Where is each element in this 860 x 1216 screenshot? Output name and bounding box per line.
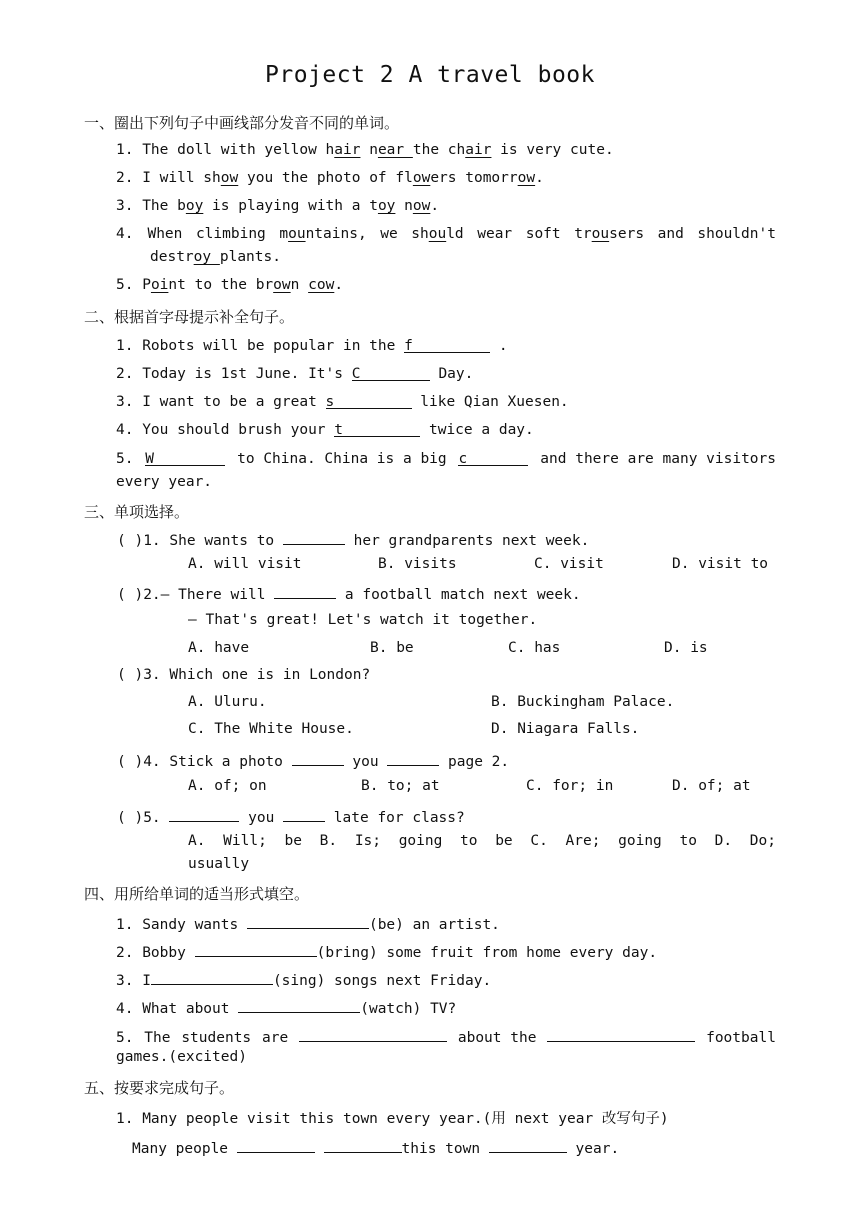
s3-q2-option-a: A. have: [188, 640, 250, 656]
s3-q2-option-b: B. be: [370, 640, 414, 656]
answer-blank[interactable]: s: [326, 394, 412, 409]
s3-q5-option-word: going: [618, 833, 662, 849]
s4-question-1: 1. Sandy wants (be) an artist.: [116, 914, 500, 933]
answer-parenthesis[interactable]: ( ): [117, 587, 144, 603]
answer-blank[interactable]: [283, 530, 345, 545]
s3-q3-option-c: C. The White House.: [188, 721, 354, 737]
answer-parenthesis[interactable]: ( ): [117, 754, 144, 770]
s3-q5-option-word: to: [460, 833, 478, 849]
s3-question-2: ( )2.— There will a football match next week.: [117, 584, 581, 603]
s4-question-3: 3. I (sing) songs next Friday.: [116, 970, 491, 989]
s1-q4-word: mountains,: [279, 226, 367, 242]
s3-q5-option-word: to: [679, 833, 697, 849]
answer-blank[interactable]: [274, 584, 336, 599]
s1-q4-word: shouldn't: [697, 226, 776, 242]
answer-blank[interactable]: [387, 751, 439, 766]
answer-blank[interactable]: C: [352, 366, 430, 381]
s3-q4-option-c: C. for; in: [526, 778, 614, 794]
s1-question-4-line-2: destroy plants.: [150, 249, 281, 265]
s3-q5-options-cont: usually: [188, 856, 250, 872]
s1-q4-word: and: [657, 226, 684, 242]
s3-q5-option-word: Will;: [223, 833, 267, 849]
s4-question-4: 4. What about (watch) TV?: [116, 998, 456, 1017]
answer-blank[interactable]: [299, 1027, 447, 1042]
s2-question-5-line-1: 5. W to China. China is a big c and there are many visitors: [116, 451, 776, 467]
page-title: Project 2 A travel book: [265, 62, 595, 88]
s3-q4-option-a: A. of; on: [188, 778, 267, 794]
s3-q2-option-d: D. is: [664, 640, 708, 656]
answer-blank[interactable]: [489, 1138, 567, 1153]
s1-q4-word: When: [147, 226, 183, 242]
s3-q3-option-a: A. Uluru.: [188, 694, 267, 710]
s3-q1-option-c: C. visit: [534, 556, 604, 572]
s3-q5-option-word: be: [284, 833, 302, 849]
s3-question-3: ( )3. Which one is in London?: [117, 667, 371, 683]
section-4-heading: 四、用所给单词的适当形式填空。: [84, 885, 310, 903]
s3-question-4: ( )4. Stick a photo you page 2.: [117, 751, 509, 770]
answer-blank[interactable]: c: [458, 451, 528, 466]
s3-q1-option-b: B. visits: [378, 556, 457, 572]
answer-blank[interactable]: [283, 807, 325, 822]
s5-question-1-answer: Many people this town year.: [132, 1138, 619, 1157]
section-1-heading: 一、圈出下列句子中画线部分发音不同的单词。: [84, 114, 400, 132]
answer-blank[interactable]: t: [334, 422, 420, 437]
answer-blank[interactable]: [195, 942, 317, 957]
answer-parenthesis[interactable]: ( ): [117, 667, 144, 683]
s3-q5-option-word: Are;: [565, 833, 601, 849]
s1-q4-word: trousers: [574, 226, 645, 242]
s3-question-5: ( )5. you late for class?: [117, 807, 465, 826]
s3-q5-option-word: going: [398, 833, 443, 849]
s5-question-1: 1. Many people visit this town every year.(用 next year 改写句子): [116, 1111, 669, 1127]
section-2-heading: 二、根据首字母提示补全句子。: [84, 308, 295, 326]
answer-blank[interactable]: [169, 807, 239, 822]
s1-q4-word: we: [380, 226, 398, 242]
s2-question-1: 1. Robots will be popular in the f .: [116, 338, 508, 354]
s3-question-1: ( )1. She wants to her grandparents next week.: [117, 530, 589, 549]
s3-q4-option-d: D. of; at: [672, 778, 751, 794]
s3-q3-option-b: B. Buckingham Palace.: [491, 694, 675, 710]
s3-q5-option-word: Is;: [354, 833, 382, 849]
answer-blank[interactable]: [292, 751, 344, 766]
s3-q5-option-word: D.: [714, 833, 733, 849]
answer-blank[interactable]: [237, 1138, 315, 1153]
s3-q4-option-b: B. to; at: [361, 778, 440, 794]
s1-q4-word: should: [411, 226, 464, 242]
s1-question-4-line-1: 4. When climbing mountains, we should wear soft trousers and shouldn't: [116, 226, 776, 242]
answer-blank[interactable]: [547, 1027, 695, 1042]
s3-q5-option-word: C.: [530, 833, 548, 849]
s1-question-2: 2. I will show you the photo of flowers tomorrow.: [116, 170, 544, 186]
s3-q5-option-word: be: [495, 833, 513, 849]
s2-question-2: 2. Today is 1st June. It's C Day.: [116, 366, 474, 382]
s4-question-2: 2. Bobby (bring) some fruit from home every day.: [116, 942, 657, 961]
answer-blank[interactable]: [238, 998, 360, 1013]
s3-q1-option-a: A. will visit: [188, 556, 302, 572]
section-3-heading: 三、单项选择。: [84, 503, 190, 521]
s1-question-3: 3. The boy is playing with a toy now.: [116, 198, 440, 214]
s4-question-5-line-1: 5. The students are about the football: [116, 1027, 776, 1046]
answer-parenthesis[interactable]: ( ): [117, 533, 144, 549]
s3-q3-option-d: D. Niagara Falls.: [491, 721, 640, 737]
s3-q5-options: [188, 833, 776, 849]
s3-question-2-reply: — That's great! Let's watch it together.: [188, 612, 538, 628]
answer-blank[interactable]: W: [145, 451, 225, 466]
answer-blank[interactable]: f: [404, 338, 490, 353]
s1-question-5: 5. Point to the brown cow.: [116, 277, 344, 293]
s4-question-5-line-2: games.(excited): [116, 1049, 247, 1065]
s1-question-1: 1. The doll with yellow hair near the chair is very cute.: [116, 142, 614, 158]
s2-question-5-line-2: every year.: [116, 474, 213, 490]
section-5-heading: 五、按要求完成句子。: [84, 1079, 235, 1097]
s1-q4-word: climbing: [195, 226, 266, 242]
s2-question-4: 4. You should brush your t twice a day.: [116, 422, 534, 438]
s3-q5-option-word: A.: [188, 833, 206, 849]
s3-q5-option-word: B.: [319, 833, 338, 849]
s1-q4-word: wear: [477, 226, 513, 242]
answer-blank[interactable]: [324, 1138, 402, 1153]
s3-q5-option-word: Do;: [749, 833, 776, 849]
answer-parenthesis[interactable]: ( ): [117, 810, 144, 826]
s2-question-3: 3. I want to be a great s like Qian Xuesen.: [116, 394, 569, 410]
s1-q4-word: soft: [525, 226, 561, 242]
s3-q2-option-c: C. has: [508, 640, 561, 656]
answer-blank[interactable]: [151, 970, 273, 985]
s3-q1-option-d: D. visit to: [672, 556, 769, 572]
answer-blank[interactable]: [247, 914, 369, 929]
